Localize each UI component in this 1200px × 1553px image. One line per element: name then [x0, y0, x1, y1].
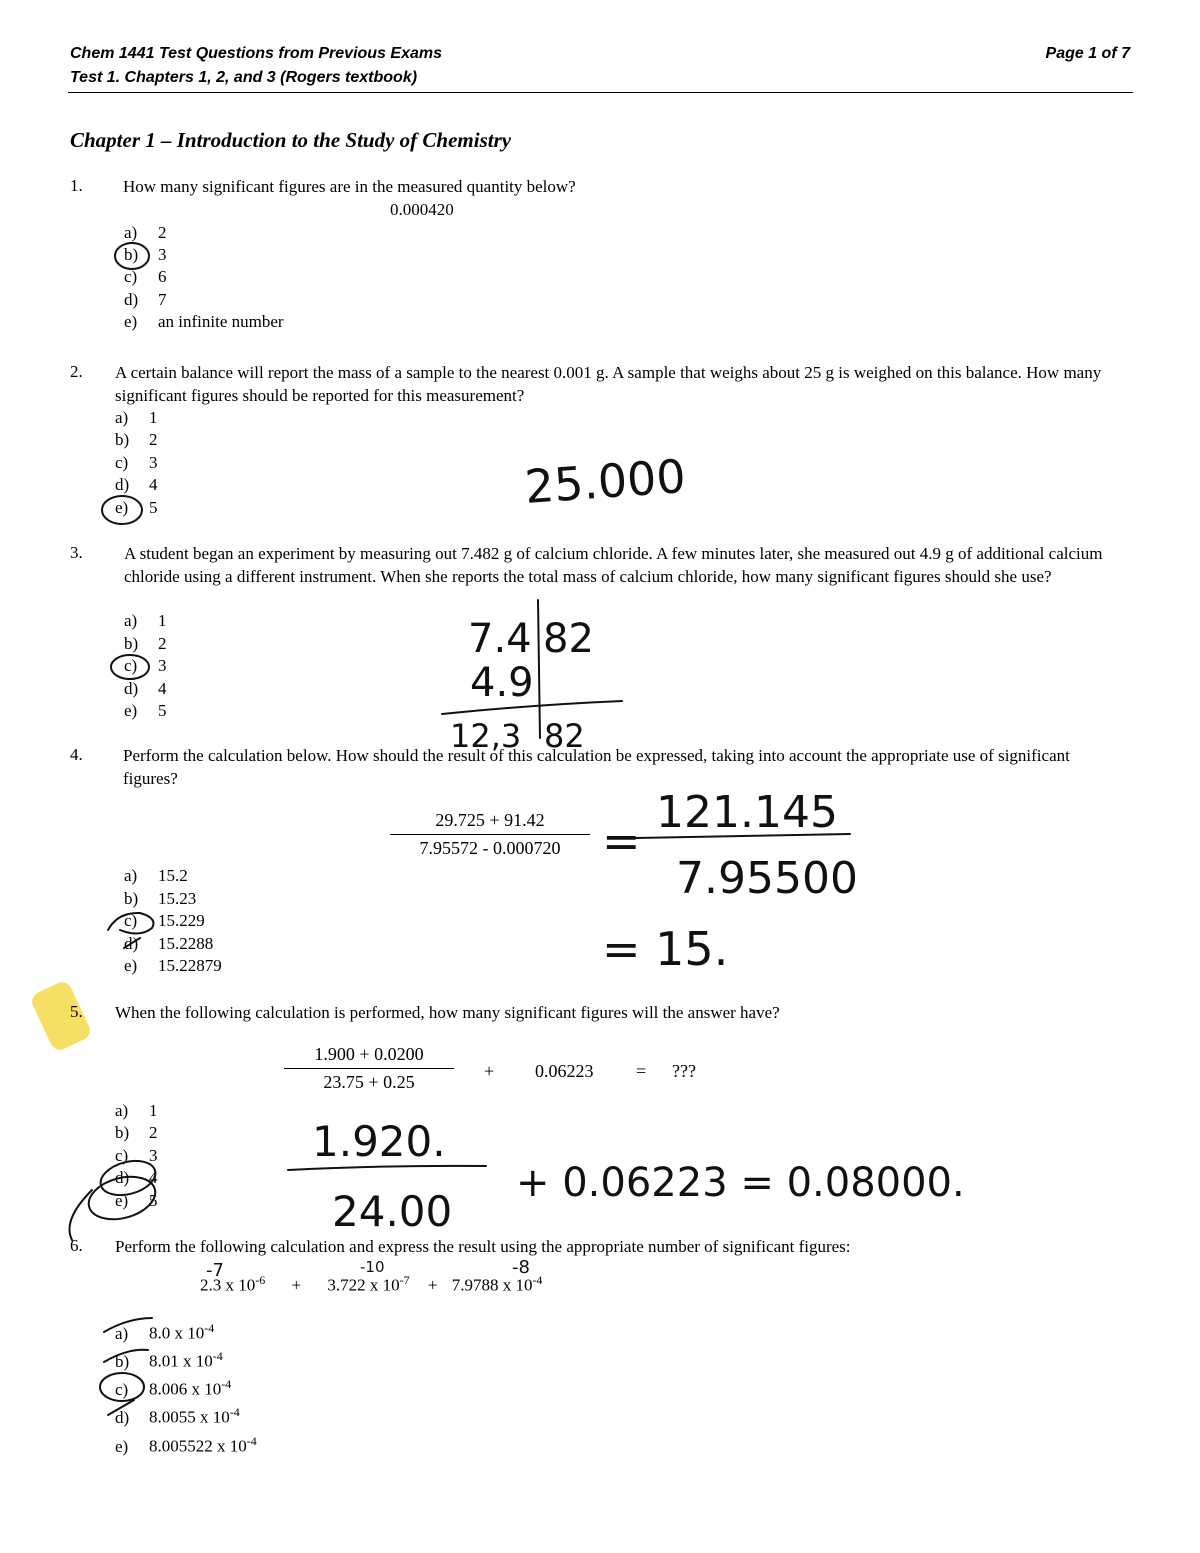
q2-option-a: a) 1 [115, 408, 158, 427]
q3-hand-top-right: 82 [543, 616, 594, 662]
q5-result: ??? [672, 1061, 696, 1081]
q5-option-c: c) 3 [115, 1146, 158, 1165]
q2-handwritten-answer: 25.000 [523, 448, 688, 514]
q5-denominator: 23.75 + 0.25 [323, 1072, 415, 1092]
q6-option-e: e) 8.005522 x $10^{-4}$ [115, 1434, 257, 1456]
q2-text: A certain balance will report the mass of a sample to the nearest 0.001 g. A sample that weighs about 25 g is weighed on this balance. How many significant figures should be reported for this measurement? [115, 363, 1102, 405]
chapter-title: Chapter 1 – Introduction to the Study of Chemistry [70, 128, 512, 152]
q4-hand-result: = 15. [602, 922, 729, 976]
q6-hand-note-b: -10 [360, 1258, 385, 1276]
q3-sum-line [442, 701, 622, 714]
q3-hand-sum-left: 12,3 [450, 717, 522, 755]
q6-option-c: c) 8.006 x $10^{-4}$ [115, 1377, 232, 1399]
q6-hand-note-a: -7 [206, 1260, 224, 1281]
q5-number: 5. [70, 1002, 83, 1021]
q5-option-b: b) 2 [115, 1123, 158, 1142]
q1-text: How many significant figures are in the measured quantity below? [123, 177, 576, 196]
q6-hand-note-c: -8 [512, 1257, 530, 1278]
q1-option-d: d) 7 [124, 290, 167, 309]
q4-option-e: e) 15.22879 [124, 956, 222, 975]
q3-hand-mid: 4.9 [470, 660, 534, 706]
q4-option-c: c) 15.229 [124, 911, 205, 930]
q5-option-a: a) 1 [115, 1101, 158, 1120]
q1-option-a: a) 2 [124, 223, 167, 242]
q4-hand-numerator: 121.145 [656, 787, 838, 838]
q1-option-b: b) 3 [124, 245, 167, 264]
q3-option-e: e) 5 [124, 701, 167, 720]
q4-denominator: 7.95572 - 0.000720 [419, 838, 561, 858]
q1-number: 1. [70, 176, 83, 195]
q6-number: 6. [70, 1236, 83, 1255]
q4-number: 4. [70, 745, 83, 764]
q3-vertical-line [538, 600, 540, 738]
q5-term: 0.06223 [535, 1061, 594, 1081]
header-divider [68, 92, 1133, 93]
q5-plus: + [484, 1061, 495, 1081]
q4-text: Perform the calculation below. How should the result of this calculation be expressed, taking into account the appropriate use of significant figures? [123, 746, 1070, 788]
q2-option-b: b) 2 [115, 430, 158, 449]
q4-fraction [390, 810, 590, 859]
q5-text: When the following calculation is performed, how many significant figures will the answer have? [115, 1003, 780, 1022]
q2-option-d: d) 4 [115, 475, 158, 494]
q4-option-d: d) 15.2288 [124, 934, 214, 953]
q5-fraction [284, 1044, 454, 1093]
q3-option-c: c) 3 [124, 656, 167, 675]
q3-option-d: d) 4 [124, 679, 167, 698]
q6-text: Perform the following calculation and express the result using the appropriate number of significant figures: [115, 1237, 851, 1256]
q3-number: 3. [70, 543, 83, 562]
q2-number: 2. [70, 362, 83, 381]
q5-hand-numerator: 1.920. [312, 1117, 446, 1166]
q5-hand-denominator: 24.00 [332, 1187, 453, 1236]
q5-tail-stroke [70, 1190, 93, 1240]
q3-option-a: a) 1 [124, 611, 167, 630]
header-title: Chem 1441 Test Questions from Previous Exams [70, 45, 442, 62]
header-subtitle: Test 1. Chapters 1, 2, and 3 (Rogers textbook) [70, 69, 418, 86]
q6-option-a: a) 8.0 x $10^{-4}$ [115, 1321, 215, 1343]
q4-hand-denominator: 7.95500 [676, 853, 858, 904]
q4-numerator: 29.725 + 91.42 [390, 810, 590, 835]
page-number: Page 1 of 7 [1045, 45, 1130, 62]
q6-expression: 2.3 x $10^{-6} + 3.722$ x $10^{-7} + 7.9788$ x $10^{-4}$ [200, 1273, 543, 1295]
q5-highlight-mark [29, 979, 93, 1053]
q3-option-b: b) 2 [124, 634, 167, 653]
q5-hand-rest: + 0.06223 = 0.08000. [516, 1160, 965, 1206]
q3-hand-sum-right: 82 [544, 717, 585, 755]
q2-option-e: e) 5 [115, 498, 158, 517]
q5-fraction-line [288, 1166, 486, 1170]
q6-option-b: b) 8.01 x $10^{-4}$ [115, 1349, 223, 1371]
q4-option-b: b) 15.23 [124, 889, 197, 908]
q6-option-d: d) 8.0055 x $10^{-4}$ [115, 1405, 240, 1427]
q1-option-c: c) 6 [124, 267, 167, 286]
q4-fraction-line [636, 834, 850, 838]
q3-hand-top: 7.4 [468, 616, 532, 662]
q4-option-a: a) 15.2 [124, 866, 188, 885]
q3-text: A student began an experiment by measuring out 7.482 g of calcium chloride. A few minutes later, she measured out 4.9 g of additional calcium chloride using a different instrument. When she reports the total mass of calcium chloride, how many significant figures should she use? [124, 544, 1103, 586]
q1-quantity: 0.000420 [390, 200, 454, 219]
q5-numerator: 1.900 + 0.0200 [284, 1044, 454, 1069]
q1-option-e: e) an infinite number [124, 312, 284, 331]
q5-option-e: e) 5 [115, 1191, 158, 1210]
q2-option-c: c) 3 [115, 453, 158, 472]
q4-hand-equals: = [602, 814, 641, 868]
q5-equals: = [636, 1061, 647, 1081]
q5-option-d: d) 4 [115, 1168, 158, 1187]
